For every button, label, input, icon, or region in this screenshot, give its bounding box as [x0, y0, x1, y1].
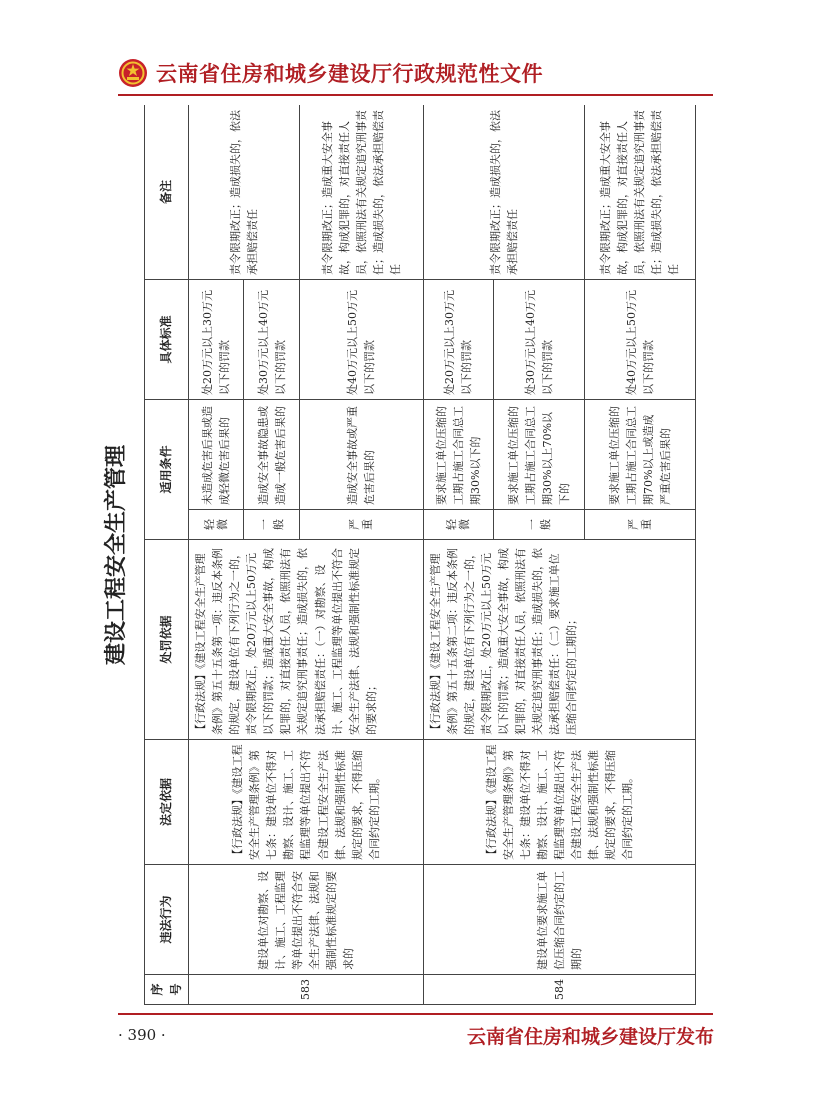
standard-cell: 处30万元以上40万元以下的罚款	[244, 279, 299, 399]
behavior-cell: 建设单位要求施工单位压缩合同约定的工期的	[423, 865, 695, 975]
remark-cell: 责令限期改正；造成损失的，依法承担赔偿责任	[189, 105, 300, 279]
penalty-basis-cell: 【行政法规】《建设工程安全生产管理条例》第五十五条第一项：违反本条例的规定，建设单位有下列行为之一的，责令限期改正，处20万元以上50万元以下的罚款；造成重大安全事故，构成犯罪的，对直接责任人员，依照刑法有关规定追究刑事责任；造成损失的，依法承担赔偿责任：（一）对勘察、设计、施工、工程监理等单位提出不符合安全生产法律、法规和强制性标准规定的要求的；	[189, 540, 424, 740]
col-header-standard: 具体标准	[145, 279, 189, 399]
page-number: · 390 ·	[118, 1026, 166, 1044]
condition-cell: 造成安全事故或严重危害后果的	[299, 399, 423, 509]
rotated-content	[92, 105, 712, 1005]
section-title: 建设工程安全生产管理	[103, 445, 129, 666]
condition-cell: 要求施工单位压缩的工期占施工合同总工期30%以上70%以下的	[493, 399, 584, 509]
standard-cell: 处20万元以上30万元以下的罚款	[189, 279, 244, 399]
behavior-cell: 建设单位对勘察、设计、施工、工程监理等单位提出不符合安全生产法律、法规和强制性标准规定的要求的	[189, 865, 424, 975]
level-cell: 轻微	[423, 510, 493, 540]
standard-cell: 处40万元以上50万元以下的罚款	[299, 279, 423, 399]
col-header-remark: 备注	[145, 105, 189, 279]
row-number: 584	[423, 975, 695, 1005]
publisher-label: 云南省住房和城乡建设厅发布	[466, 1026, 714, 1048]
condition-cell: 要求施工单位压缩的工期占施工合同总工期30%以下的	[423, 399, 493, 509]
table-row	[423, 105, 493, 1005]
row-number: 583	[189, 975, 424, 1005]
condition-cell: 要求施工单位压缩的工期占施工合同总工期70%以上或造成严重危害后果的	[584, 399, 695, 509]
level-cell: 一般	[493, 510, 584, 540]
national-emblem-icon	[118, 58, 148, 88]
page-header	[118, 58, 543, 88]
legal-basis-cell: 【行政法规】《建设工程安全生产管理条例》第七条：建设单位不得对勘察、设计、施工、工程监理等单位提出不符合建设工程安全生产法律、法规和强制性标准规定的要求，不得压缩合同约定的工期。	[423, 740, 695, 865]
standard-cell: 处20万元以上30万元以下的罚款	[423, 279, 493, 399]
standard-cell: 处40万元以上50万元以下的罚款	[584, 279, 695, 399]
footer-rule	[118, 1013, 713, 1015]
level-cell: 一般	[244, 510, 299, 540]
condition-cell: 未造成危害后果或造成轻微危害后果的	[189, 399, 244, 509]
standard-cell: 处30万元以上40万元以下的罚款	[493, 279, 584, 399]
table-header-row	[145, 105, 189, 1005]
col-header-legal-basis: 法定依据	[145, 740, 189, 865]
condition-cell: 造成安全事故隐患或造成一般危害后果的	[244, 399, 299, 509]
penalty-basis-cell: 【行政法规】《建设工程安全生产管理条例》第五十五条第二项：违反本条例的规定，建设单位有下列行为之一的，责令限期改正，处20万元以上50万元以下的罚款；造成重大安全事故，构成犯罪的，对直接责任人员，依照刑法有关规定追究刑事责任；造成损失的，依法承担赔偿责任：（二）要求施工单位压缩合同约定的工期的；	[423, 540, 695, 740]
table-row	[189, 105, 244, 1005]
level-cell: 严重	[584, 510, 695, 540]
remark-cell: 责令限期改正；造成重大安全事故，构成犯罪的，对直接责任人员，依照刑法有关规定追究刑事责任；造成损失的，依法承担赔偿责任	[299, 105, 423, 279]
legal-basis-cell: 【行政法规】《建设工程安全生产管理条例》第七条：建设单位不得对勘察、设计、施工、工程监理等单位提出不符合建设工程安全生产法律、法规和强制性标准规定的要求，不得压缩合同约定的工期。	[189, 740, 424, 865]
header-rule	[118, 94, 713, 96]
level-cell: 轻微	[189, 510, 244, 540]
header-title: 云南省住房和城乡建设厅行政规范性文件	[156, 62, 543, 86]
remark-cell: 责令限期改正；造成重大安全事故，构成犯罪的，对直接责任人员，依照刑法有关规定追究刑事责任；造成损失的，依法承担赔偿责任	[584, 105, 695, 279]
level-cell: 严重	[299, 510, 423, 540]
col-header-condition: 适用条件	[145, 399, 189, 539]
penalty-table	[144, 105, 696, 1005]
col-header-behavior: 违法行为	[145, 865, 189, 975]
remark-cell: 责令限期改正；造成损失的，依法承担赔偿责任	[423, 105, 584, 279]
col-header-penalty-basis: 处罚依据	[145, 540, 189, 740]
col-header-no: 序号	[145, 975, 189, 1005]
